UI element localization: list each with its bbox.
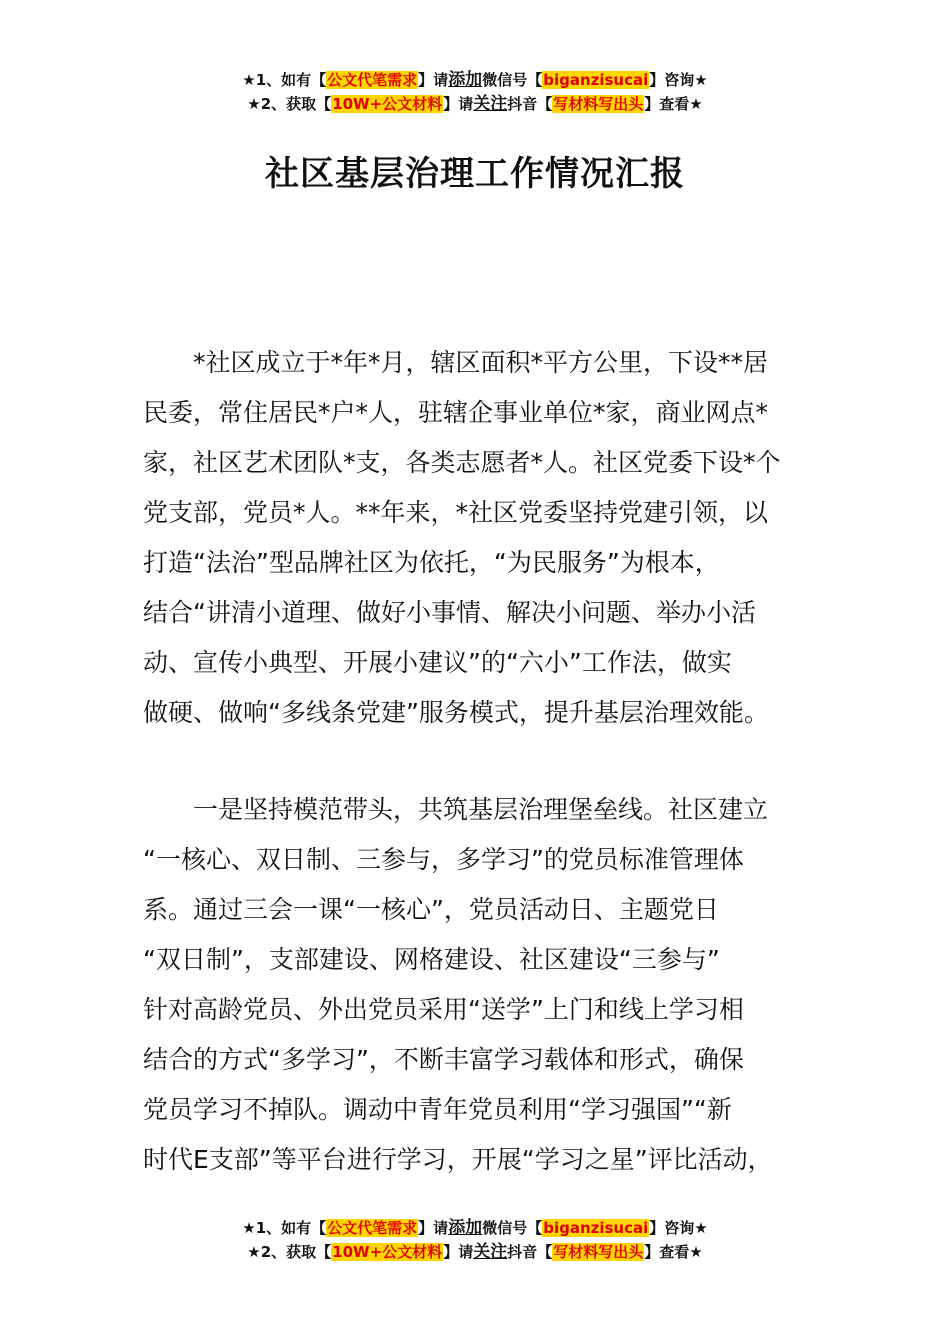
- promo-text: ★1、如有【: [242, 71, 327, 89]
- promo-douyin-name: 写材料写出头: [553, 95, 644, 113]
- text-line: 党支部，党员*人。**年来，*社区党委坚持党建引领，以: [143, 498, 769, 527]
- text-line: 党员学习不掉队。调动中青年党员利用“学习强国”“新: [143, 1095, 732, 1124]
- promo-line-2: [0, 1240, 950, 1264]
- promo-text: 抖音【: [507, 95, 553, 113]
- header-promo-banner: [0, 68, 950, 116]
- promo-wechat-id: biganzisucai: [543, 1219, 649, 1237]
- promo-highlight: 10W+公文材料: [332, 95, 443, 113]
- body-paragraph-section-1: [143, 785, 833, 1185]
- text-line: 做硬、做响“多线条党建”服务模式，提升基层治理效能。: [143, 698, 769, 727]
- promo-highlight: 公文代笔需求: [327, 1219, 418, 1237]
- promo-emphasis: 关注: [473, 94, 508, 114]
- promo-text: 】请: [443, 1243, 474, 1261]
- promo-text: 】查看★: [644, 95, 703, 113]
- promo-text: 】请: [418, 1219, 449, 1237]
- text-line: 结合“讲清小道理、做好小事情、解决小问题、举办小活: [143, 598, 756, 627]
- promo-highlight: 公文代笔需求: [327, 71, 418, 89]
- text-line: 打造“法治”型品牌社区为依托，“为民服务”为根本，: [143, 548, 720, 577]
- promo-douyin-name: 写材料写出头: [553, 1243, 644, 1261]
- text-line: “一核心、双日制、三参与，多学习”的党员标准管理体: [143, 845, 744, 874]
- promo-text: 】请: [443, 95, 474, 113]
- text-line: 针对高龄党员、外出党员采用“送学”上门和线上学习相: [143, 995, 744, 1024]
- text-line: 动、宣传小典型、开展小建议”的“六小”工作法，做实: [143, 648, 732, 677]
- text-line: “双日制”，支部建设、网格建设、社区建设“三参与”: [143, 945, 720, 974]
- promo-text: 微信号【: [482, 1219, 543, 1237]
- promo-text: 抖音【: [507, 1243, 553, 1261]
- promo-text: 】查看★: [644, 1243, 703, 1261]
- promo-line-1: [0, 1216, 950, 1240]
- promo-wechat-id: biganzisucai: [543, 71, 649, 89]
- text-line: 时代E支部”等平台进行学习，开展“学习之星”评比活动，: [143, 1145, 773, 1174]
- promo-emphasis: 添加: [448, 70, 483, 90]
- footer-promo-banner: [0, 1216, 950, 1264]
- promo-text: 】咨询★: [649, 1219, 708, 1237]
- text-line: 民委，常住居民*户*人，驻辖企事业单位*家，商业网点*: [143, 398, 769, 427]
- promo-emphasis: 关注: [473, 1242, 508, 1262]
- promo-highlight: 10W+公文材料: [332, 1243, 443, 1261]
- text-line: 家，社区艺术团队*支，各类志愿者*人。社区党委下设*个: [143, 448, 781, 477]
- promo-line-2: [0, 92, 950, 116]
- text-line: 系。通过三会一课“一核心”，党员活动日、主题党日: [143, 895, 719, 924]
- promo-text: 】咨询★: [649, 71, 708, 89]
- promo-line-1: [0, 68, 950, 92]
- text-line: *社区成立于*年*月，辖区面积*平方公里，下设**居: [143, 348, 769, 377]
- promo-text: ★2、获取【: [247, 1243, 332, 1261]
- promo-text: ★2、获取【: [247, 95, 332, 113]
- promo-text: 微信号【: [482, 71, 543, 89]
- text-line: 一是坚持模范带头，共筑基层治理堡垒线。社区建立: [143, 795, 769, 824]
- text-line: 结合的方式“多学习”，不断丰富学习载体和形式，确保: [143, 1045, 744, 1074]
- promo-text: ★1、如有【: [242, 1219, 327, 1237]
- promo-emphasis: 添加: [448, 1218, 483, 1238]
- body-paragraph-intro: [143, 338, 833, 738]
- promo-text: 】请: [418, 71, 449, 89]
- document-title: 社区基层治理工作情况汇报: [265, 154, 685, 194]
